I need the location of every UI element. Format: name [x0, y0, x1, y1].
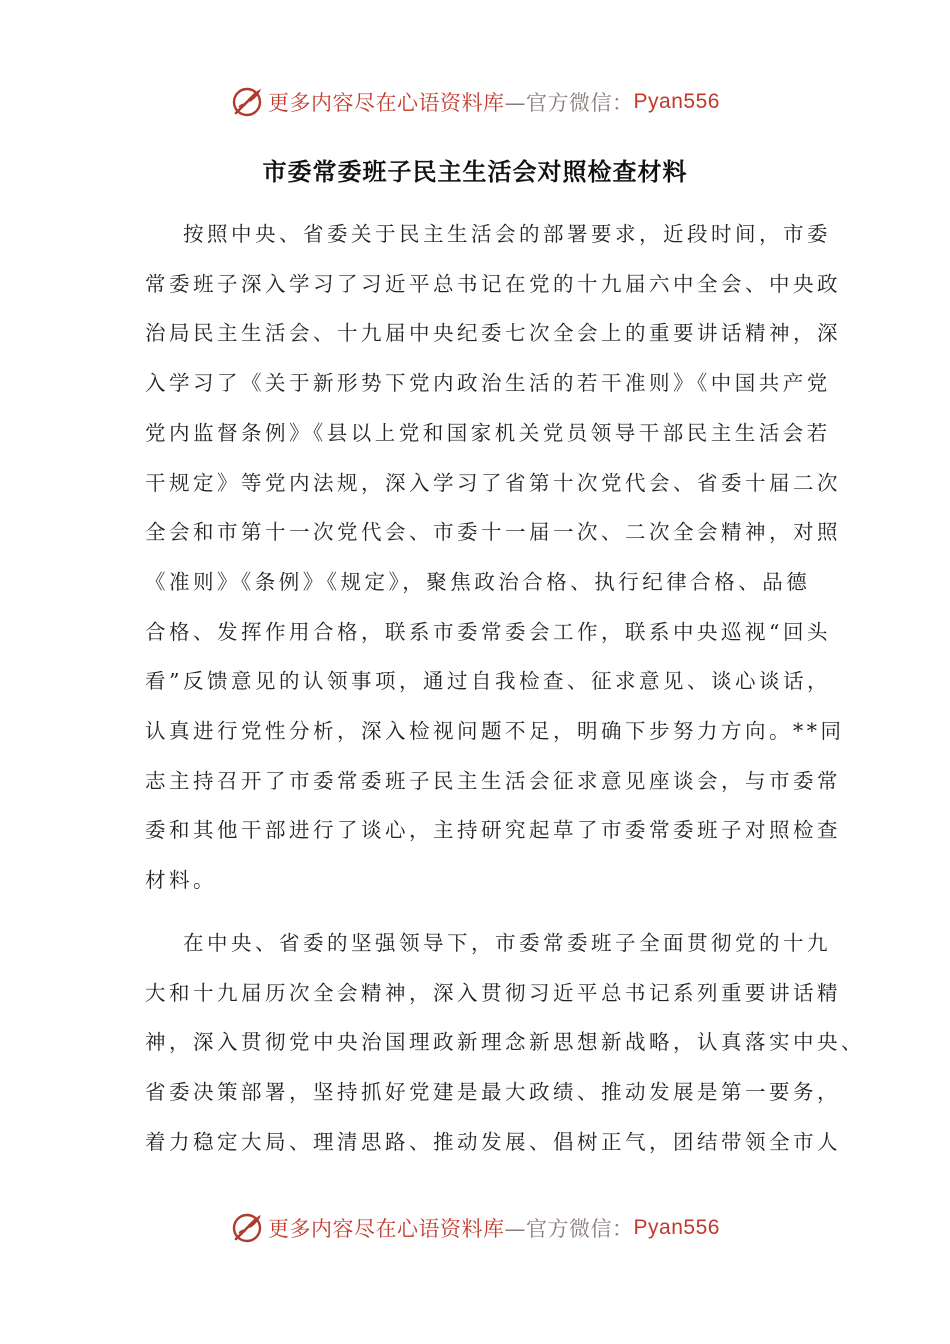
paragraph-line: 党内监督条例》《县以上党和国家机关党员领导干部民主生活会若 — [145, 420, 831, 445]
paragraph-line: 委和其他干部进行了谈心，主持研究起草了市委常委班子对照检查 — [145, 818, 841, 843]
brand-text: 更多内容尽在心语资料库 — [268, 1217, 505, 1241]
wechat-id: Pyan556 — [633, 90, 720, 113]
quill-logo-icon — [230, 85, 264, 119]
paragraph-line: 常委班子深入学习了习近平总书记在党的十九届六中全会、中央政 — [145, 271, 841, 296]
document-title: 市委常委班子民主生活会对照检查材料 — [262, 157, 688, 186]
header-watermark-banner — [0, 82, 950, 122]
wechat-id: Pyan556 — [633, 1216, 720, 1239]
paragraph-line: 志主持召开了市委常委班子民主生活会征求意见座谈会，与市委常 — [145, 768, 841, 793]
paragraph-line: 看”反馈意见的认领事项，通过自我检查、征求意见、谈心谈话， — [145, 669, 831, 694]
quill-logo-icon — [230, 1211, 264, 1245]
paragraph-line: 材料。 — [145, 868, 217, 893]
wechat-label: —官方微信： — [504, 91, 634, 115]
paragraph-line: 干规定》等党内法规，深入学习了省第十次党代会、省委十届二次 — [145, 470, 841, 495]
paragraph-line: 认真进行党性分析，深入检视问题不足，明确下步努力方向。**同 — [145, 719, 845, 744]
paragraph-1 — [145, 210, 845, 906]
paragraph-line: 治局民主生活会、十九届中央纪委七次全会上的重要讲话精神，深 — [145, 321, 841, 346]
paragraph-line: 神，深入贯彻党中央治国理政新理念新思想新战略，认真落实中央、 — [145, 1030, 865, 1055]
paragraph-line: 着力稳定大局、理清思路、推动发展、倡树正气，团结带领全市人 — [145, 1129, 841, 1154]
paragraph-line: 大和十九届历次全会精神，深入贯彻习近平总书记系列重要讲话精 — [145, 980, 841, 1005]
paragraph-line: 省委决策部署，坚持抓好党建是最大政绩、推动发展是第一要务， — [145, 1080, 841, 1105]
paragraph-line: 在中央、省委的坚强领导下，市委常委班子全面贯彻党的十九 — [183, 931, 831, 955]
paragraph-line: 全会和市第十一次党代会、市委十一届一次、二次全会精神，对照 — [145, 520, 841, 545]
brand-text: 更多内容尽在心语资料库 — [268, 91, 505, 115]
paragraph-line: 入学习了《关于新形势下党内政治生活的若干准则》《中国共产党 — [145, 371, 831, 396]
paragraph-line: 按照中央、省委关于民主生活会的部署要求，近段时间，市委 — [183, 222, 831, 246]
wechat-label: —官方微信： — [504, 1217, 634, 1241]
paragraph-line: 合格、发挥作用合格，联系市委常委会工作，联系中央巡视“回头 — [145, 619, 831, 644]
footer-watermark-banner — [0, 1208, 950, 1248]
paragraph-2 — [145, 919, 865, 1168]
paragraph-line: 《准则》《条例》《规定》，聚焦政治合格、执行纪律合格、品德 — [145, 569, 811, 594]
